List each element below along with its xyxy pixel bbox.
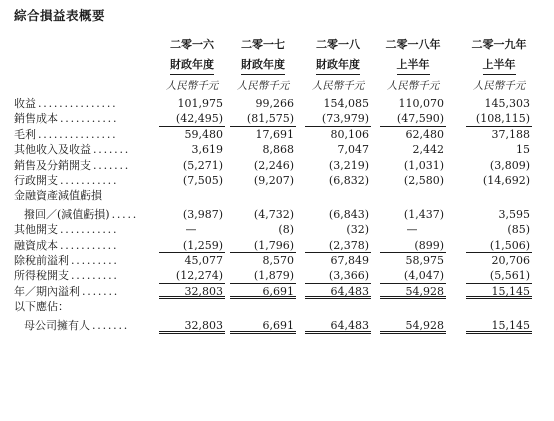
table-cell: (108,115) xyxy=(466,111,532,126)
table-cell: 59,480 xyxy=(184,127,223,141)
row-label xyxy=(14,222,118,237)
column-unit: 人民幣千元 xyxy=(165,80,219,92)
table-cell: 64,483 xyxy=(305,284,371,299)
table-cell: 145,303 xyxy=(484,97,530,110)
column-period: 二零一七 xyxy=(241,38,285,51)
row-label-text: 所得稅開支 xyxy=(14,269,69,283)
table-cell: 8,570 xyxy=(262,253,294,267)
row-label-text: 除稅前溢利 xyxy=(14,253,69,267)
column-unit: 人民幣千元 xyxy=(472,80,526,92)
table-row xyxy=(14,253,554,268)
row-label xyxy=(14,253,119,268)
row-label xyxy=(14,158,130,173)
table-cell: 45,077 xyxy=(184,253,223,267)
column-header xyxy=(459,38,539,93)
table-cell: (2,378) xyxy=(305,238,371,253)
table-row xyxy=(14,158,554,173)
row-label xyxy=(14,299,69,314)
table-cell: (3,809) xyxy=(489,158,530,172)
page-title: 綜合損益表概要 xyxy=(14,8,106,23)
row-label-text: 銷售及分銷開支 xyxy=(14,158,91,172)
table-row xyxy=(14,222,554,237)
table-cell: (9,207) xyxy=(253,173,294,187)
column-period: 二零一八 xyxy=(316,38,360,51)
table-cell: (3,366) xyxy=(305,268,371,283)
table-cell: (6,832) xyxy=(328,173,369,187)
row-leader-dots: ....... xyxy=(82,284,120,298)
column-header xyxy=(152,38,232,93)
table-cell: 3,595 xyxy=(498,207,530,221)
column-header xyxy=(298,38,378,93)
table-cell: 80,106 xyxy=(330,127,369,141)
table-cell: 154,085 xyxy=(323,97,369,110)
row-leader-dots: ........... xyxy=(60,223,119,237)
table-cell: 8,868 xyxy=(262,143,294,157)
table-cell: (5,561) xyxy=(466,268,532,283)
table-cell: 2,442 xyxy=(412,143,444,157)
table-cell: (2,246) xyxy=(253,158,294,172)
row-label-text: 母公司擁有人 xyxy=(24,319,90,333)
table-cell xyxy=(466,188,532,203)
row-leader-dots: ..... xyxy=(111,207,139,221)
row-label-text: 毛利 xyxy=(14,127,36,141)
column-unit: 人民幣千元 xyxy=(236,80,290,92)
table-cell: (2,580) xyxy=(403,173,444,187)
column-unit: 人民幣千元 xyxy=(386,80,440,92)
column-period-type: 財政年度 xyxy=(170,58,214,75)
table-cell: (12,274) xyxy=(159,268,225,283)
row-label xyxy=(14,127,117,142)
table-cell: (1,031) xyxy=(403,158,444,172)
table-cell: (73,979) xyxy=(305,111,371,126)
table-cell: 58,975 xyxy=(405,253,444,267)
column-period: 二零一八年 xyxy=(385,38,441,51)
table-cell: — xyxy=(185,223,197,237)
column-header xyxy=(223,38,303,93)
table-cell xyxy=(466,299,532,314)
table-cell: (42,495) xyxy=(159,111,225,126)
table-cell: (6,843) xyxy=(328,207,369,221)
table-cell: 6,691 xyxy=(230,284,296,299)
column-period-type: 上半年 xyxy=(397,58,430,75)
table-cell: 15,145 xyxy=(466,318,532,333)
table-cell: (1,796) xyxy=(230,238,296,253)
row-label xyxy=(14,173,118,188)
table-row xyxy=(14,207,554,222)
table-cell xyxy=(305,188,371,203)
column-period-type: 財政年度 xyxy=(316,58,360,75)
table-cell: (85) xyxy=(507,223,530,237)
table-row xyxy=(14,299,554,314)
row-leader-dots: ........... xyxy=(60,173,119,187)
table-row xyxy=(14,284,554,299)
table-cell: 15 xyxy=(516,143,530,157)
row-label-text: 金融資產減值虧損 xyxy=(14,189,102,203)
row-leader-dots: ........... xyxy=(60,112,119,126)
row-label xyxy=(14,284,119,299)
table-cell: 67,849 xyxy=(330,253,369,267)
table-row xyxy=(14,238,554,253)
column-unit: 人民幣千元 xyxy=(311,80,365,92)
table-cell: (81,575) xyxy=(230,111,296,126)
table-row xyxy=(14,111,554,126)
table-cell: (7,505) xyxy=(182,173,223,187)
row-leader-dots: ............... xyxy=(38,127,118,141)
column-period-type: 財政年度 xyxy=(241,58,285,75)
table-cell: 110,070 xyxy=(398,97,444,110)
income-statement-table xyxy=(14,96,554,334)
table-cell: 101,975 xyxy=(177,97,223,110)
column-period-type: 上半年 xyxy=(483,58,516,75)
table-cell: (8) xyxy=(278,223,294,237)
row-label-text: 收益 xyxy=(14,97,36,110)
row-label xyxy=(14,238,118,253)
table-row xyxy=(14,127,554,142)
table-row xyxy=(14,173,554,188)
table-cell: (1,879) xyxy=(230,268,296,283)
table-cell xyxy=(380,299,446,314)
row-leader-dots: ....... xyxy=(93,143,131,157)
row-leader-dots: ......... xyxy=(71,253,119,267)
table-row xyxy=(14,268,554,283)
table-cell: (14,692) xyxy=(482,173,530,187)
row-label xyxy=(14,268,119,283)
row-label xyxy=(14,188,102,203)
table-cell: 99,266 xyxy=(255,97,294,110)
row-label-text: 年／期內溢利 xyxy=(14,284,80,298)
table-cell: (3,987) xyxy=(182,207,223,221)
table-cell: (32) xyxy=(346,223,369,237)
table-cell: 7,047 xyxy=(337,143,369,157)
table-cell: (3,219) xyxy=(328,158,369,172)
column-header xyxy=(373,38,453,93)
table-cell: 62,480 xyxy=(405,127,444,141)
row-leader-dots: ........... xyxy=(60,238,119,252)
row-label-text: 銷售成本 xyxy=(14,112,58,126)
row-label-text: 其他收入及收益 xyxy=(14,143,91,157)
table-cell xyxy=(305,299,371,314)
table-cell: (5,271) xyxy=(182,158,223,172)
row-label xyxy=(24,318,129,333)
table-cell: 32,803 xyxy=(159,284,225,299)
row-leader-dots: ....... xyxy=(92,319,130,333)
table-cell: 37,188 xyxy=(491,127,530,141)
row-label-text: 融資成本 xyxy=(14,238,58,252)
row-label-text: 其他開支 xyxy=(14,223,58,237)
row-label-text: 撥回／(減值虧損) xyxy=(24,207,110,221)
row-label xyxy=(14,142,130,157)
table-cell: 32,803 xyxy=(159,318,225,333)
table-cell: (1,437) xyxy=(403,207,444,221)
column-period: 二零一六 xyxy=(170,38,214,51)
table-row xyxy=(14,188,554,203)
table-cell: 15,145 xyxy=(466,284,532,299)
table-cell: 64,483 xyxy=(305,318,371,333)
table-cell: 3,619 xyxy=(191,143,223,157)
table-row xyxy=(14,142,554,157)
table-cell xyxy=(230,299,296,314)
row-label xyxy=(14,96,117,111)
table-cell xyxy=(159,188,225,203)
row-label-text: 行政開支 xyxy=(14,173,58,187)
table-cell: (4,047) xyxy=(380,268,446,283)
table-cell: 54,928 xyxy=(380,318,446,333)
table-cell: 6,691 xyxy=(230,318,296,333)
row-leader-dots: ....... xyxy=(93,158,131,172)
table-row xyxy=(14,96,554,111)
table-cell: (899) xyxy=(380,238,446,253)
table-cell: (1,506) xyxy=(466,238,532,253)
table-cell: 17,691 xyxy=(255,127,294,141)
row-leader-dots: ............... xyxy=(38,97,118,110)
row-label xyxy=(24,207,138,222)
table-cell: (47,590) xyxy=(380,111,446,126)
table-cell xyxy=(230,188,296,203)
table-cell: (4,732) xyxy=(253,207,294,221)
table-cell: 20,706 xyxy=(491,253,530,267)
table-cell: 54,928 xyxy=(380,284,446,299)
table-row xyxy=(14,318,554,333)
table-cell: (1,259) xyxy=(159,238,225,253)
table-cell xyxy=(380,188,446,203)
table-cell xyxy=(159,299,225,314)
row-label-text: 以下應佔： xyxy=(14,300,69,314)
row-label xyxy=(14,111,118,126)
table-cell: — xyxy=(406,223,418,237)
column-period: 二零一九年 xyxy=(471,38,527,51)
row-leader-dots: ......... xyxy=(71,269,119,283)
